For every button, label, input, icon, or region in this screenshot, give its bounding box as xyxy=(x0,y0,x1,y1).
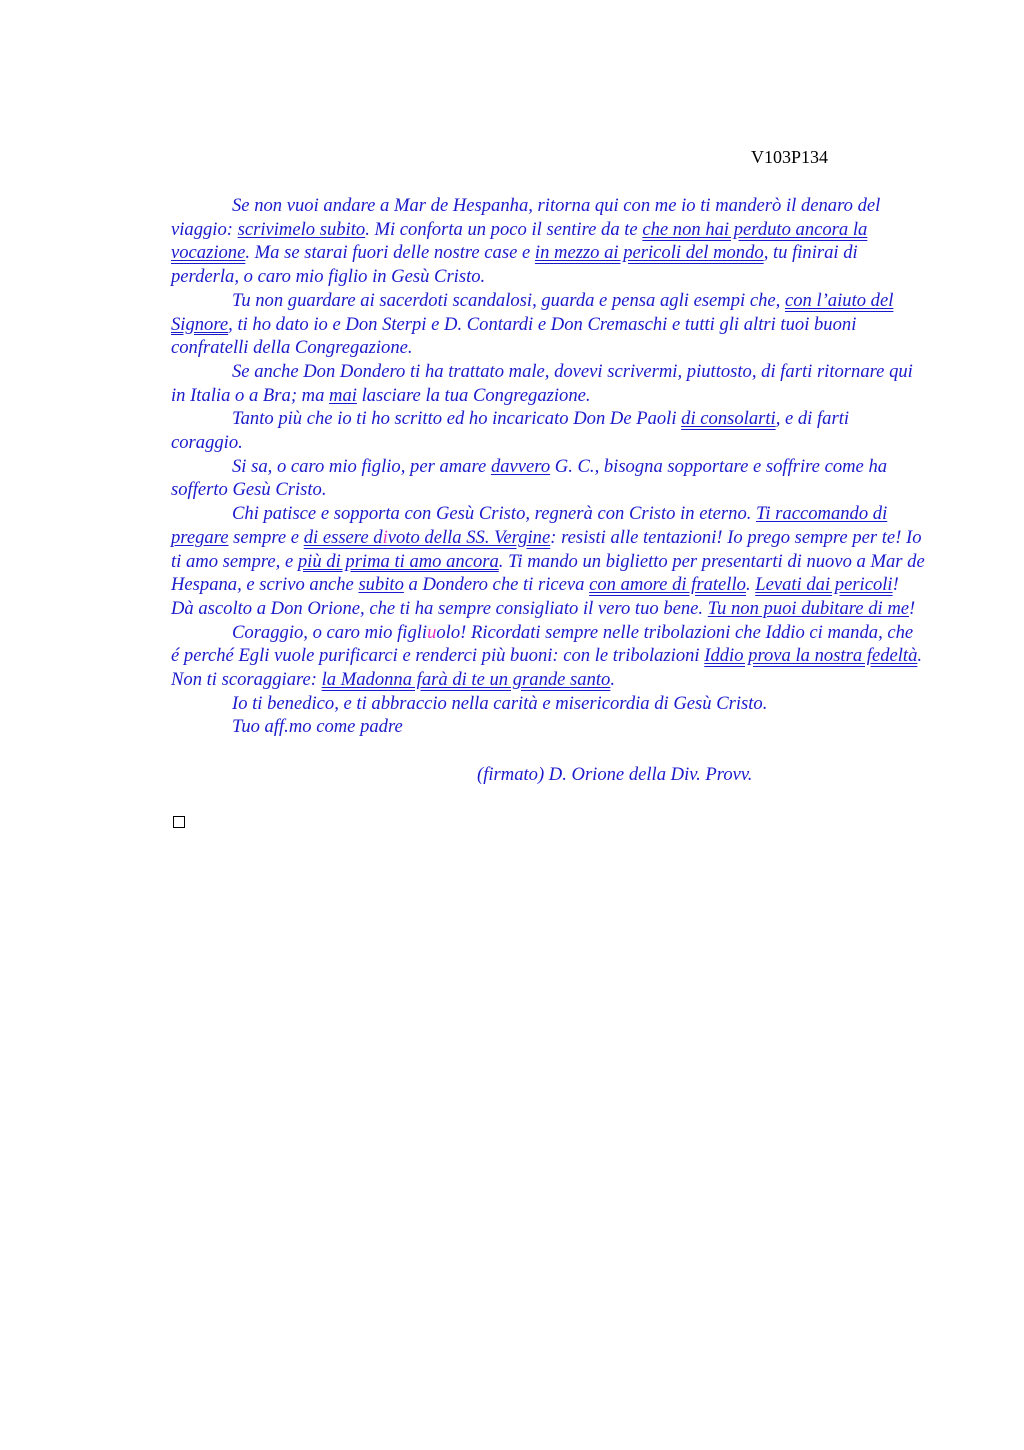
underlined-phrase: scrivimelo subito xyxy=(237,218,366,240)
correction-letter: i xyxy=(382,526,388,548)
text-run: olo! Ricordati sempre nelle tribolazioni che Iddio ci manda, che é perché Egli vuole purificarci e renderci più buoni: con le tribolazioni xyxy=(171,621,914,667)
correction-letter: u xyxy=(427,621,437,643)
text-run: . Non ti scoraggiare: xyxy=(171,645,923,691)
text-run: . Ti mando un biglietto per presentarti di nuovo a Mar de Hespana, e scrivo anche xyxy=(171,550,925,596)
text-run: : resisti alle tentazioni! Io prego sempre per te! Io ti amo sempre, e xyxy=(171,526,922,572)
text-run: G. C., bisogna sopportare e soffrire come ha sofferto Gesù Cristo. xyxy=(171,455,888,501)
underlined-phrase: Tu non puoi dubitare di me xyxy=(707,597,909,619)
text-run: , e di farti coraggio. xyxy=(171,408,850,454)
closing-line: Tuo aff.mo come padre xyxy=(232,716,403,738)
text-run: . Mi conforta un poco il sentire da te xyxy=(365,218,643,240)
text-run: di essere d xyxy=(303,526,383,548)
text-run: Se non vuoi andare a Mar de Hespanha, ritorna qui con me io ti manderò il denaro del viaggio: xyxy=(171,195,881,240)
text-run: a Dondero che ti riceva xyxy=(403,574,590,596)
blank-line xyxy=(171,739,925,763)
text-run: Se anche Don Dondero ti ha trattato male, dovevi scrivermi, piuttosto, di farti ritornare qui in Italia o a Bra; ma xyxy=(171,360,913,406)
double-underlined-phrase: più di prima ti amo ancora xyxy=(297,550,499,572)
double-underlined-phrase xyxy=(304,527,551,548)
letter-body xyxy=(171,194,925,787)
paragraph-1 xyxy=(171,194,925,289)
text-run: voto della SS. Vergine xyxy=(387,526,551,548)
paragraph-2 xyxy=(171,289,925,360)
text-run: ! xyxy=(909,597,916,619)
text-run: , tu finirai di perderla, o caro mio figlio in Gesù Cristo. xyxy=(171,242,858,288)
double-underlined-phrase: con l’aiuto del Signore xyxy=(171,289,894,335)
text-run: Tu non guardare ai sacerdoti scandalosi, guarda e pensa agli esempi che, xyxy=(232,289,785,311)
underlined-phrase: mai xyxy=(329,384,357,406)
text-run: Chi patisce e sopporta con Gesù Cristo, regnerà con Cristo in eterno. xyxy=(232,503,757,525)
double-underlined-phrase: con amore di fratello xyxy=(589,574,746,596)
paragraph-6 xyxy=(171,502,925,621)
paragraph-7 xyxy=(171,621,925,692)
text-run: . Ma se starai fuori delle nostre case e xyxy=(245,242,535,264)
end-marker-box xyxy=(173,816,185,828)
double-underlined-phrase: di consolarti xyxy=(681,408,776,430)
double-underlined-phrase: che non hai perduto ancora la vocazione xyxy=(171,218,868,264)
text-run: sempre e xyxy=(228,526,304,548)
underlined-phrase: subito xyxy=(358,574,404,596)
document-code: V103P134 xyxy=(751,147,829,167)
text-run: . xyxy=(745,574,756,596)
text-run: Tanto più che io ti ho scritto ed ho incaricato Don De Paoli xyxy=(232,408,682,430)
underlined-phrase: davvero xyxy=(490,455,551,477)
paragraph-4 xyxy=(171,407,925,454)
underlined-phrase: Ti raccomando di pregare xyxy=(171,503,888,548)
text-run: . xyxy=(610,669,616,691)
paragraph-5 xyxy=(171,455,925,502)
paragraph-3 xyxy=(171,360,925,407)
double-underlined-phrase: Iddio prova la nostra fedeltà xyxy=(704,645,918,667)
text-run: Si sa, o caro mio figlio, per amare xyxy=(232,455,491,477)
text-run: ! Dà ascolto a Don Orione, che ti ha sempre consigliato il vero tuo bene. xyxy=(171,574,899,619)
text-run: Coraggio, o caro mio figli xyxy=(232,621,428,643)
double-underlined-phrase: la Madonna farà di te un grande santo xyxy=(321,669,611,691)
text-run: lasciare la tua Congregazione. xyxy=(356,384,591,406)
double-underlined-phrase: Levati dai pericoli xyxy=(755,574,893,596)
paragraph-8: Io ti benedico, e ti abbraccio nella carità e misericordia di Gesù Cristo. xyxy=(232,692,768,714)
text-run: , ti ho dato io e Don Sterpi e D. Contardi e Don Cremaschi e tutti gli altri tuoi buoni confratelli della Congregazione. xyxy=(171,313,857,359)
double-underlined-phrase: in mezzo ai pericoli del mondo xyxy=(534,242,764,264)
signature: (firmato) D. Orione della Div. Provv. xyxy=(477,763,753,785)
